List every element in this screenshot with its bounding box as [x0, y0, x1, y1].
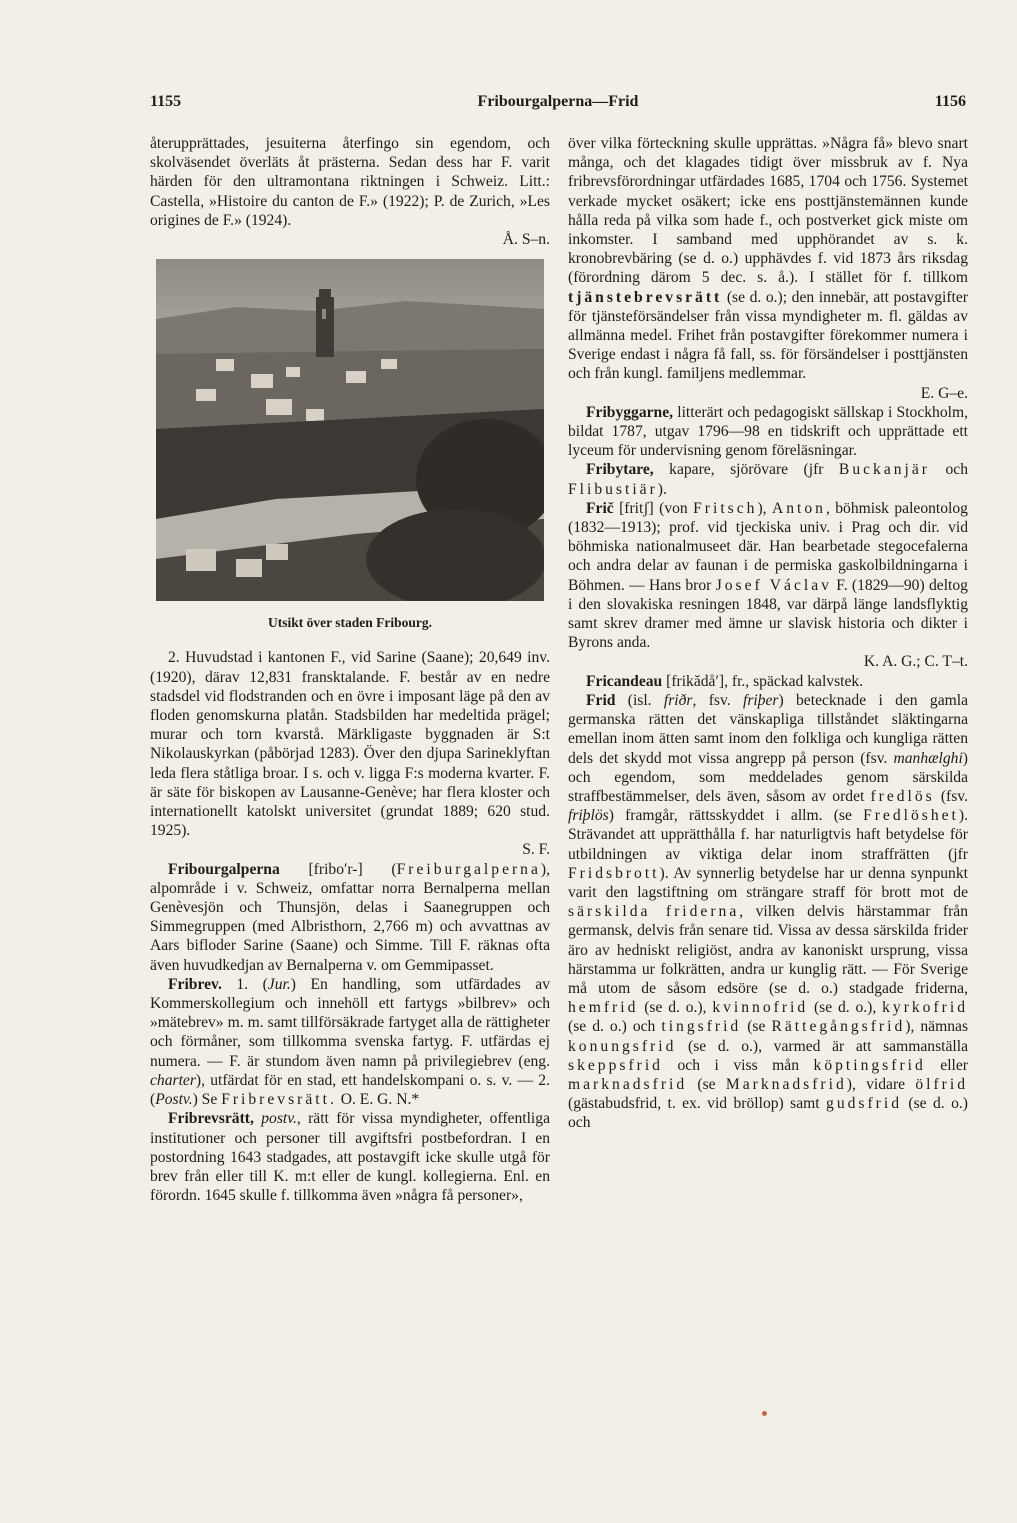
text-run: , böhmisk paleontolog (1832—1913); prof. vid tjeckiska univ. i Prag och dir. vid böhmiska nationalmuseet där. Han bearbetade stegocefalerna och andra delar av faunan i de permiska gaskolbildningarna i Böhmen. — Hans bror: [568, 499, 968, 594]
text-run: och i viss mån: [662, 1056, 814, 1074]
text-run: ), vidare: [846, 1075, 916, 1093]
text-run: manhælghi: [893, 749, 963, 767]
text-run: Anton: [771, 499, 826, 517]
text-run: kapare, sjörövare (jfr: [653, 461, 839, 479]
text-run: ), nämnas: [905, 1018, 969, 1036]
text-run: Fritsch: [693, 499, 758, 517]
text-run: , vilken delvis härstammar från germansk, delvis från senare tid. Vissa av dessa särskilda frider äro av hedniskt religiöst, andra av kanoniskt ursprung, vissa härstamma ur folkrätten, andra ur kunglig rätt. — För Sverige må utom de såsom edsöre (se d. o.) stadgade friderna,: [568, 903, 968, 997]
text-run: (se: [687, 1075, 726, 1093]
author-signature: E. G–e.: [920, 384, 968, 402]
text-run: (isl.: [615, 691, 664, 709]
text-run: konungsfrid: [568, 1037, 677, 1055]
text-run: Rättegångsfrid: [771, 1018, 906, 1036]
text-run: Marknadsfrid: [725, 1075, 847, 1093]
text-run: (se: [741, 1018, 772, 1036]
text-run: över vilka förteckning skulle upprättas. »Några få» blevo snart många, och det klagades tidigt över missbruk av f. Nya fribrevsförordningar utfärdades 1685, 1704 och 1756. Systemet verkade mycket osäkert; icke ens posttjänstemännen kunde hålla reda på vilka som hade f., och postverket gick miste om inkomster. I samband med upphörandet av s. k. kronobrevbäring (se d. o.) upphävdes f. vid 1873 års riksdag (förordning därom 5 dec. s. å.). I stället för f. tillkom: [568, 135, 968, 287]
text-run: Fribrevsrätt.: [221, 1091, 337, 1109]
entry-headword: Fribrev.: [168, 975, 222, 993]
text-run: (gästabudsfrid, t. ex. vid bröllop) samt: [568, 1095, 827, 1113]
page-header: [150, 93, 966, 119]
text-run: postv.: [261, 1110, 297, 1128]
entry-fricandeau: [568, 672, 968, 691]
entry-headword: Fribytare,: [586, 461, 654, 479]
right-column: [568, 134, 968, 1133]
entry-headword: Frid: [586, 691, 616, 709]
text-run: kyrkofrid: [882, 999, 968, 1017]
entry-headword: Fribyggarne,: [586, 403, 674, 421]
text-run: hemfrid: [568, 999, 639, 1017]
text-run: kvinnofrid: [712, 999, 809, 1017]
text-run: (se d. o.) och: [568, 1095, 968, 1132]
text-run: tjänstebrevsrätt: [568, 288, 723, 306]
text-run: ölfrid: [915, 1075, 968, 1093]
photo-caption: Utsikt över staden Fribourg.: [268, 615, 432, 631]
entry-fribourgalperna: [150, 860, 550, 975]
paragraph-fribrevsratt-cont: [568, 134, 968, 403]
entry-fribrev: [150, 975, 550, 1109]
text-run: ), alpområde i v. Schweiz, omfattar norra Bernalperna mellan Genèvesjön och Thunsjön, delas i Saanegruppen och Simmegruppen (med Albristhorn, 2,766 m) och avvattnas av Aars bifloder Sarine (Saane) och Simme. Till F. räknas ofta även huvudkedjan av Bernalperna v. om Gemmipasset.: [150, 860, 550, 974]
entry-headword: Fribourgalperna: [168, 860, 280, 878]
text-run: Postv.: [155, 1091, 193, 1109]
text-run: gudsfrid: [826, 1095, 902, 1113]
paragraph-huvudstad: [150, 648, 550, 859]
text-run: ) och egendom, som meddelades genom särskilda straffbestämmelser, dels även, såsom av ordet: [568, 749, 968, 805]
text-run: friþer: [742, 691, 779, 709]
text-run: charter: [150, 1071, 196, 1089]
author-signature: Å. S–n.: [502, 231, 550, 249]
text-run: 2. Huvudstad i kantonen F., vid Sarine (Saane); 20,649 inv. (1920), därav 12,831 fransktalande. F. består av en nedre stadsdel vid flodstranden och en övre i imposant läge på den av floden genomskurna platån. Stadsbilden har medeltida prägel; murar och torn kvarstå. Märkligaste byggnaden är S:t Nikolauskyrkan (påbörjad 1283). Över den djupa Sarineklyftan leda flera ståtliga broar. I s. och v. ligga F:s moderna kvarter. F. är säte för biskopen av Lausanne-Genève; har flera kloster och internationellt katolskt universitet (grundat 1889; 620 stud. 1925).: [150, 649, 550, 840]
text-run: fredlös: [870, 787, 935, 805]
text-run: (se d. o.),: [808, 999, 883, 1017]
text-run: 1. (: [221, 975, 268, 993]
author-signature: K. A. G.; C. T–t.: [863, 653, 968, 671]
text-run: ) Se: [192, 1091, 222, 1109]
text-run: ). Av synnerlig betydelse har ur denna synpunkt varit den lagstiftning om strängare straff för brott mot de: [568, 864, 968, 901]
text-run: skeppsfrid: [568, 1056, 663, 1074]
author-signature: S. F.: [522, 841, 550, 859]
town-view-photo: [156, 259, 544, 601]
paragraph-historia: [150, 134, 550, 249]
text-run: ), utfärdat för en stad, ett handelskompani o. s. v. — 2. (: [150, 1071, 550, 1109]
text-run: Flibustiär: [568, 480, 658, 498]
running-title: Fribourgalperna—Frid: [477, 93, 639, 110]
entry-fribyggarne: [568, 403, 968, 461]
text-run: (se d. o.); den innebär, att postavgifter för tjänsteförsändelser från vissa myndigheter m. fl. gäldas av allmänna medel. Frihet från postavgifter förekommer numera i Sverige endast i några få fall, ss. för försändelser i posttjänsten och från kungl. familjens medlemmar.: [568, 288, 968, 383]
page-number-left: 1155: [150, 93, 182, 110]
text-run: köptingsfrid: [813, 1056, 926, 1074]
text-run: , rätt för vissa myndigheter, offentliga institutioner och personer till avgiftsfri postbefordran. I en postordning 1643 stadgades, att postavgift icke skulle utgå för brev från eller till K. m:t eller de kungl. kollegierna. Enl. en förordn. 1645 skulle f. tillkomma även »några få personer»,: [150, 1110, 550, 1205]
text-run: , fsv.: [692, 691, 743, 709]
text-run: ),: [757, 499, 772, 517]
text-run: Jur.: [267, 975, 291, 993]
left-column: [150, 134, 550, 1205]
text-run: särskilda friderna: [568, 903, 740, 921]
text-run: [fribo′r-] (: [279, 860, 397, 878]
entry-headword: Fribrevsrätt,: [168, 1110, 254, 1128]
text-run: (se d. o.) och: [568, 1018, 662, 1036]
text-run: Fredlöshet: [863, 807, 959, 825]
text-run: friþlös: [568, 807, 609, 825]
text-run: litterärt och pedagogiskt sällskap i Stockholm, bildat 1787, utgav 1796—98 en tidskrift och upprättade ett lyceum för undervisning genom föreläsningar.: [568, 403, 968, 460]
text-run: ) framgår, rättsskyddet i allm. (se: [608, 807, 864, 825]
text-run: Buckanjär: [838, 461, 931, 479]
text-run: Freiburgalperna: [396, 860, 541, 878]
text-run: ). Strävandet att upprätthålla f. har naturligtvis haft betydelse för utbildningen av viktiga delar inom straffrätten (jfr: [568, 807, 968, 863]
entry-fric: [568, 499, 968, 672]
entry-headword: Frič: [586, 499, 614, 517]
text-run: (se d. o.), varmed är att sammanställa: [676, 1037, 968, 1055]
author-signature: O. E. G. N.*: [340, 1091, 420, 1109]
text-run: (fsv.: [934, 787, 968, 805]
text-run: och: [930, 461, 968, 479]
page-number-right: 1156: [934, 93, 966, 110]
text-run: (se d. o.),: [638, 999, 713, 1017]
text-run: tingsfrid: [661, 1018, 742, 1036]
ink-dot: [762, 1411, 767, 1416]
text-run: återupprättades, jesuiterna återfingo sin egendom, och skolväsendet överläts åt prästerna. Sedan dess har F. varit härden för den ultramontana riktningen i Schweiz. Litt.: Castella, »Histoire du canton de F.» (1922); P. de Zurich, »Les origines de F.» (1924).: [150, 135, 550, 229]
entry-fribytare: [568, 460, 968, 498]
entry-headword: Fricandeau: [586, 672, 663, 690]
text-run: Josef Václav: [715, 576, 832, 594]
text-run: [fritʃ] (von: [613, 499, 694, 517]
text-run: ) betecknade i den gamla germanska rätten det vänskapliga tillståndet släktingarna emellan inom ätten samt inom den folkliga och kungliga rätten dels det skydd mot vissa angrepp på person (fsv.: [568, 691, 969, 767]
text-run: ) En handling, som utfärdades av Kommerskollegium och innehöll ett fartygs »bilbrev» och »mätebrev» m. m. samt tillförsäkrade fartyget alla de rättigheter och förmåner, som tillkomma svenska fartyg. F. utfärdas ej numera. — F. är stundom även namn på privilegiebrev (eng.: [150, 975, 550, 1070]
text-run: [frikădå′], fr., späckad kalvstek.: [662, 672, 864, 690]
entry-fribrevsratt: [150, 1109, 550, 1205]
text-run: marknadsfrid: [568, 1075, 688, 1093]
text-run: Fridsbrott: [568, 864, 660, 882]
text-run: F. (1829—90) deltog i den slovakiska resningen 1848, var därpå länge landsflyktig samt skrev dramer med ämne ur slavisk historia och dikter i Byrons anda.: [568, 576, 968, 652]
text-run: friðr: [663, 691, 693, 709]
text-run: eller: [925, 1056, 968, 1074]
text-run: ).: [657, 480, 667, 498]
entry-frid: [568, 691, 968, 1133]
